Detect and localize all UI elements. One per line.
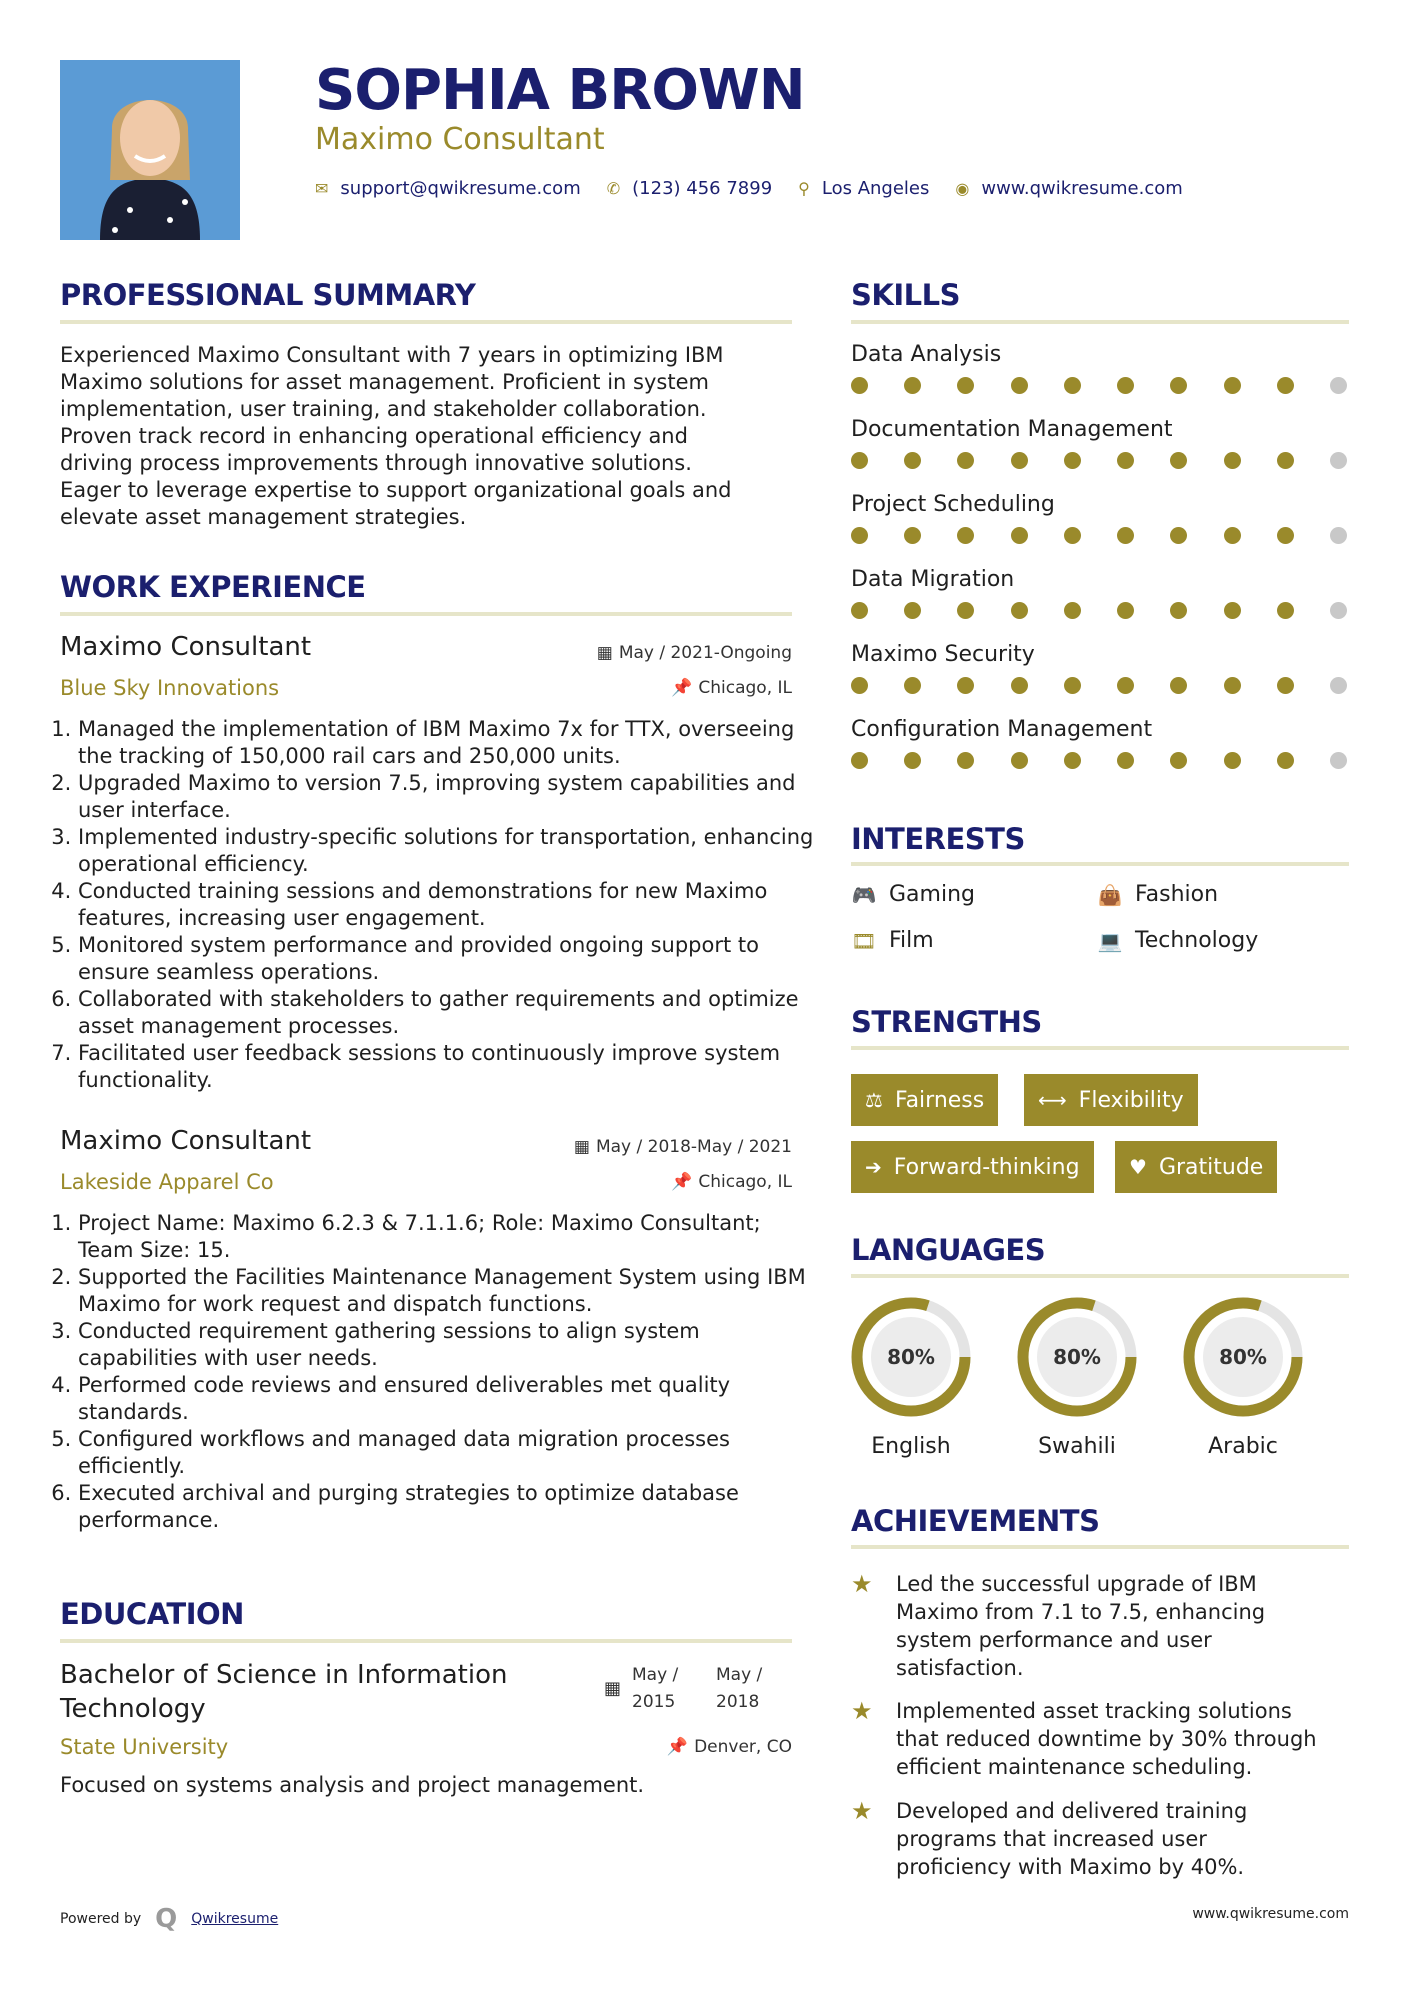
language-name: Arabic — [1208, 1434, 1278, 1459]
skill-item — [851, 342, 1351, 417]
strength-tag-flexibility — [1024, 1074, 1198, 1126]
job-dates — [540, 1137, 792, 1157]
arrows-icon: ⟷ — [1038, 1088, 1067, 1112]
rating-dot-filled — [1011, 527, 1028, 544]
achievements-heading: ACHIEVEMENTS — [851, 1504, 1100, 1538]
school-name: State University — [60, 1735, 229, 1759]
job-duties-list — [60, 716, 818, 1094]
skill-item — [851, 642, 1351, 717]
rating-dot-filled — [1170, 377, 1187, 394]
skill-item — [851, 417, 1351, 492]
rating-dot-filled — [1117, 452, 1134, 469]
skill-rating — [851, 377, 1347, 394]
edu-date-line: May / — [632, 1665, 679, 1685]
rating-dot-filled — [1277, 677, 1294, 694]
achievement-line: proficiency with Maximo by 40%. — [896, 1855, 1245, 1879]
skill-item — [851, 492, 1351, 567]
skills-heading: SKILLS — [851, 278, 960, 312]
list-item: 2. Upgraded Maximo to version 7.5, improving system capabilities and user interface. — [78, 770, 818, 824]
candidate-name: SOPHIA BROWN — [315, 58, 805, 123]
job-dates-text: May / 2018-May / 2021 — [595, 1137, 792, 1157]
job-duties-list — [60, 1210, 818, 1534]
rating-dot-filled — [904, 452, 921, 469]
skill-name: Data Migration — [851, 567, 1015, 592]
scale-icon: ⚖ — [865, 1088, 883, 1112]
job-dates — [540, 643, 792, 663]
rating-dot-filled — [1117, 677, 1134, 694]
education-heading: EDUCATION — [60, 1597, 244, 1631]
degree-line: Technology — [60, 1694, 206, 1724]
strength-label: Gratitude — [1158, 1154, 1264, 1180]
footer-site-link[interactable]: www.qwikresume.com — [1192, 1906, 1349, 1922]
rating-dot-filled — [1277, 377, 1294, 394]
edu-date-line: 2018 — [716, 1692, 760, 1712]
skill-rating — [851, 527, 1347, 544]
rating-dot-empty — [1330, 602, 1347, 619]
rating-dot-empty — [1330, 452, 1347, 469]
rating-dot-filled — [851, 752, 868, 769]
skill-name: Data Analysis — [851, 342, 1002, 367]
skill-item — [851, 567, 1351, 642]
summary-line: Proven track record in enhancing operational efficiency and — [60, 424, 688, 448]
interest-label: Gaming — [889, 882, 975, 907]
strength-tag-forward-thinking — [851, 1141, 1094, 1193]
list-item: 2. Supported the Facilities Maintenance Management System using IBM Maximo for work request and dispatch functions. — [78, 1264, 818, 1318]
brand-logo-icon: Q — [155, 1904, 178, 1934]
rating-dot-filled — [957, 527, 974, 544]
calendar-icon: ▦ — [573, 1137, 590, 1157]
language-item — [1012, 1292, 1142, 1459]
summary-text — [60, 342, 800, 531]
job-location — [540, 678, 792, 698]
pin-icon: 📌 — [666, 1737, 689, 1757]
edu-location — [540, 1737, 792, 1757]
globe-icon: ◉ — [955, 179, 970, 198]
list-item: 3. Conducted requirement gathering sessions to align system capabilities with user needs. — [78, 1318, 818, 1372]
rating-dot-filled — [1064, 377, 1081, 394]
list-item: 7. Facilitated user feedback sessions to continuously improve system functionality. — [78, 1040, 818, 1094]
language-ring — [1178, 1292, 1308, 1422]
job-location-text: Chicago, IL — [698, 1172, 792, 1192]
location-text: Los Angeles — [821, 178, 930, 199]
rating-dot-filled — [1170, 602, 1187, 619]
achievement-item — [896, 1697, 1356, 1781]
edu-date-line: 2015 — [632, 1692, 676, 1712]
rating-dot-filled — [851, 527, 868, 544]
rating-dot-filled — [1117, 602, 1134, 619]
rating-dot-filled — [1011, 377, 1028, 394]
rating-dot-filled — [1064, 752, 1081, 769]
interest-label: Film — [889, 928, 934, 953]
email-link[interactable]: support@qwikresume.com — [340, 178, 581, 199]
language-percent: 80% — [1053, 1345, 1101, 1369]
skill-rating — [851, 677, 1347, 694]
language-percent: 80% — [1219, 1345, 1267, 1369]
achievement-line: that reduced downtime by 30% through — [896, 1727, 1317, 1751]
interest-fashion — [1097, 882, 1218, 907]
rating-dot-filled — [904, 602, 921, 619]
rating-dot-filled — [957, 602, 974, 619]
language-percent: 80% — [887, 1345, 935, 1369]
rating-dot-empty — [1330, 752, 1347, 769]
skill-name: Maximo Security — [851, 642, 1035, 667]
strength-tag-fairness — [851, 1074, 998, 1126]
powered-by-label: Powered by — [60, 1911, 142, 1927]
pin-icon: 📌 — [671, 678, 693, 698]
rating-dot-filled — [957, 677, 974, 694]
summary-line: implementation, user training, and stakeholder collaboration. — [60, 397, 707, 421]
contact-bar — [315, 178, 1209, 199]
laptop-icon: 💻 — [1097, 928, 1123, 953]
language-name: Swahili — [1038, 1434, 1116, 1459]
arrow-right-icon: ➔ — [865, 1155, 882, 1179]
skill-item — [851, 717, 1351, 792]
achievement-line: Led the successful upgrade of IBM — [896, 1572, 1257, 1596]
rating-dot-filled — [1011, 677, 1028, 694]
rating-dot-filled — [1224, 527, 1241, 544]
list-item: 6. Collaborated with stakeholders to gather requirements and optimize asset management processes. — [78, 986, 818, 1040]
rating-dot-filled — [1011, 602, 1028, 619]
interest-gaming — [851, 882, 975, 907]
achievement-line: Maximo from 7.1 to 7.5, enhancing — [896, 1600, 1266, 1624]
edu-location-text: Denver, CO — [694, 1737, 792, 1757]
achievement-line: Developed and delivered training — [896, 1799, 1248, 1823]
interests-heading: INTERESTS — [851, 822, 1025, 856]
job-company: Blue Sky Innovations — [60, 676, 280, 700]
edu-end-date — [716, 1662, 762, 1716]
rating-dot-filled — [1277, 527, 1294, 544]
rating-dot-filled — [1011, 752, 1028, 769]
edu-start-date — [632, 1662, 678, 1716]
language-name: English — [871, 1434, 951, 1459]
language-ring — [1012, 1292, 1142, 1422]
skill-name: Configuration Management — [851, 717, 1153, 742]
summary-line: driving process improvements through innovative solutions. — [60, 451, 692, 475]
film-icon: 🎞 — [851, 928, 877, 953]
interest-label: Fashion — [1135, 882, 1219, 907]
rating-dot-filled — [1170, 452, 1187, 469]
rating-dot-filled — [1170, 677, 1187, 694]
achievement-line: efficient maintenance scheduling. — [896, 1755, 1253, 1779]
rating-dot-filled — [1064, 527, 1081, 544]
rating-dot-filled — [851, 377, 868, 394]
degree-line: Bachelor of Science in Information — [60, 1660, 508, 1690]
achievement-item — [896, 1570, 1356, 1682]
language-item — [1178, 1292, 1308, 1459]
rating-dot-empty — [1330, 377, 1347, 394]
rating-dot-filled — [1224, 377, 1241, 394]
list-item: 5. Configured workflows and managed data migration processes efficiently. — [78, 1426, 818, 1480]
phone-text: (123) 456 7899 — [632, 178, 773, 199]
skill-name: Documentation Management — [851, 417, 1173, 442]
rating-dot-empty — [1330, 527, 1347, 544]
skills-rule — [851, 320, 1349, 324]
summary-line: elevate asset management strategies. — [60, 505, 467, 529]
list-item: 1. Project Name: Maximo 6.2.3 & 7.1.1.6; Role: Maximo Consultant; Team Size: 15. — [78, 1210, 818, 1264]
rating-dot-filled — [1117, 527, 1134, 544]
rating-dot-filled — [1064, 677, 1081, 694]
interest-film — [851, 928, 934, 953]
phone-icon: ✆ — [606, 179, 621, 198]
rating-dot-filled — [1224, 677, 1241, 694]
rating-dot-filled — [1277, 452, 1294, 469]
edu-description: Focused on systems analysis and project management. — [60, 1773, 645, 1797]
rating-dot-filled — [904, 752, 921, 769]
strengths-heading: STRENGTHS — [851, 1005, 1042, 1039]
strength-label: Flexibility — [1078, 1087, 1184, 1113]
job-location — [540, 1172, 792, 1192]
profile-photo — [60, 60, 240, 240]
skills-list — [851, 342, 1351, 792]
pin-icon: 📌 — [671, 1172, 693, 1192]
summary-line: Eager to leverage expertise to support organizational goals and — [60, 478, 732, 502]
rating-dot-empty — [1330, 677, 1347, 694]
languages-row — [846, 1292, 1366, 1462]
strength-label: Fairness — [894, 1087, 985, 1113]
experience-rule — [60, 612, 792, 616]
job-location-text: Chicago, IL — [698, 678, 792, 698]
rating-dot-filled — [957, 377, 974, 394]
list-item: 1. Managed the implementation of IBM Maximo 7x for TTX, overseeing the tracking of 150,000 rail cars and 250,000 units. — [78, 716, 818, 770]
website-link[interactable]: www.qwikresume.com — [981, 178, 1183, 199]
experience-heading: WORK EXPERIENCE — [60, 570, 366, 604]
candidate-role: Maximo Consultant — [315, 122, 605, 157]
summary-line: Experienced Maximo Consultant with 7 years in optimizing IBM — [60, 343, 724, 367]
star-icon: ★ — [851, 1797, 873, 1825]
languages-rule — [851, 1274, 1349, 1278]
rating-dot-filled — [957, 752, 974, 769]
interests-rule — [851, 862, 1349, 866]
job-title: Maximo Consultant — [60, 1126, 312, 1156]
job-title: Maximo Consultant — [60, 632, 312, 662]
location-pin-icon: ⚲ — [798, 179, 810, 198]
footer-powered-by — [60, 1904, 278, 1934]
degree-title — [60, 1658, 507, 1726]
skill-rating — [851, 602, 1347, 619]
list-item: 3. Implemented industry-specific solutions for transportation, enhancing operational efficiency. — [78, 824, 818, 878]
strength-label: Forward-thinking — [893, 1154, 1080, 1180]
achievement-line: programs that increased user — [896, 1827, 1207, 1851]
summary-rule — [60, 320, 792, 324]
heart-icon: ♥ — [1129, 1155, 1147, 1179]
gamepad-icon: 🎮 — [851, 882, 877, 907]
language-item — [846, 1292, 976, 1459]
achievement-line: satisfaction. — [896, 1656, 1024, 1680]
rating-dot-filled — [1064, 452, 1081, 469]
brand-link[interactable]: Qwikresume — [191, 1911, 279, 1927]
email-icon: ✉ — [315, 179, 329, 198]
list-item: 4. Conducted training sessions and demonstrations for new Maximo features, increasing user engagement. — [78, 878, 818, 932]
rating-dot-filled — [1224, 452, 1241, 469]
job-dates-text: May / 2021-Ongoing — [618, 643, 792, 663]
job-company: Lakeside Apparel Co — [60, 1170, 274, 1194]
interest-label: Technology — [1135, 928, 1259, 953]
rating-dot-filled — [957, 452, 974, 469]
languages-heading: LANGUAGES — [851, 1233, 1046, 1267]
rating-dot-filled — [851, 602, 868, 619]
rating-dot-filled — [1011, 452, 1028, 469]
skill-rating — [851, 752, 1347, 769]
rating-dot-filled — [1170, 527, 1187, 544]
summary-line: Maximo solutions for asset management. Proficient in system — [60, 370, 709, 394]
language-ring — [846, 1292, 976, 1422]
rating-dot-filled — [1170, 752, 1187, 769]
list-item: 5. Monitored system performance and provided ongoing support to ensure seamless operations. — [78, 932, 818, 986]
list-item: 4. Performed code reviews and ensured deliverables met quality standards. — [78, 1372, 818, 1426]
education-rule — [60, 1639, 792, 1643]
calendar-icon: ▦ — [596, 643, 613, 663]
interest-technology — [1097, 928, 1258, 953]
achievement-line: system performance and user — [896, 1628, 1212, 1652]
list-item: 6. Executed archival and purging strategies to optimize database performance. — [78, 1480, 818, 1534]
star-icon: ★ — [851, 1697, 873, 1725]
rating-dot-filled — [904, 377, 921, 394]
skill-rating — [851, 452, 1347, 469]
rating-dot-filled — [851, 677, 868, 694]
rating-dot-filled — [904, 527, 921, 544]
strength-tag-gratitude — [1115, 1141, 1277, 1193]
rating-dot-filled — [1224, 752, 1241, 769]
rating-dot-filled — [1117, 752, 1134, 769]
rating-dot-filled — [1277, 752, 1294, 769]
rating-dot-filled — [1224, 602, 1241, 619]
rating-dot-filled — [904, 677, 921, 694]
rating-dot-filled — [1117, 377, 1134, 394]
strengths-rule — [851, 1046, 1349, 1050]
star-icon: ★ — [851, 1570, 873, 1598]
achievements-rule — [851, 1545, 1349, 1549]
rating-dot-filled — [1064, 602, 1081, 619]
achievement-line: Implemented asset tracking solutions — [896, 1699, 1292, 1723]
achievement-item — [896, 1797, 1356, 1881]
skill-name: Project Scheduling — [851, 492, 1055, 517]
edu-date-line: May / — [716, 1665, 763, 1685]
bag-icon: 👜 — [1097, 882, 1123, 907]
rating-dot-filled — [1277, 602, 1294, 619]
rating-dot-filled — [851, 452, 868, 469]
summary-heading: PROFESSIONAL SUMMARY — [60, 278, 476, 312]
calendar-icon: ▦ — [604, 1678, 622, 1699]
